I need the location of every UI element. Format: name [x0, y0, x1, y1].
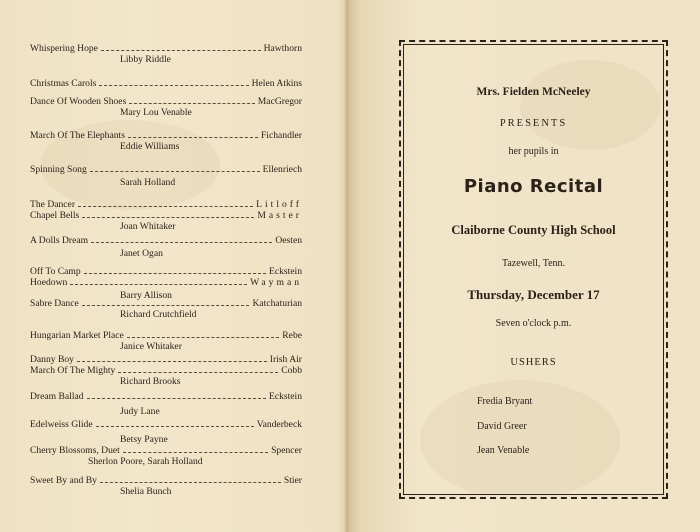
piece-title: Cherry Blossoms, Duet — [30, 445, 120, 456]
piece-composer: Fichandler — [260, 130, 302, 141]
usher-name: David Greer — [477, 421, 527, 432]
performer: Janet Ogan — [120, 248, 163, 259]
piece-composer: Eckstein — [268, 266, 302, 277]
performer: Janice Whitaker — [120, 341, 182, 352]
piece-title: Hungarian Market Place — [30, 330, 124, 341]
program-entry — [30, 130, 302, 152]
piece-title: Dance Of Wooden Shoes — [30, 96, 127, 107]
performer: Richard Brooks — [120, 376, 181, 387]
performer: Sherlon Poore, Sarah Holland — [88, 456, 203, 467]
ushers-heading: USHERS — [510, 357, 557, 368]
usher-name: Fredia Bryant — [477, 396, 533, 407]
program-entry — [30, 419, 302, 445]
performer: Judy Lane — [120, 406, 160, 417]
piece-title: A Dolls Dream — [30, 235, 89, 246]
program-entry — [30, 199, 302, 232]
performer: Shelia Bunch — [120, 486, 172, 497]
program-entry — [30, 235, 302, 259]
recital-title: Piano Recital — [463, 176, 604, 197]
piece-title: Sabre Dance — [30, 298, 79, 309]
piece-composer: Rebe — [282, 330, 302, 341]
program-entry — [30, 164, 302, 188]
program-entry — [30, 330, 302, 352]
performer: Richard Crutchfield — [120, 309, 197, 320]
program-entry — [30, 78, 302, 89]
piece-composer: Irish Air — [269, 354, 302, 365]
performer: Joan Whitaker — [120, 221, 176, 232]
piece-title: Sweet By and By — [30, 475, 97, 486]
recital-date: Thursday, December 17 — [467, 287, 600, 302]
piece-composer: MacGregor — [257, 96, 302, 107]
program-entry — [30, 391, 302, 417]
usher-name: Jean Venable — [477, 445, 530, 456]
performer: Betsy Payne — [120, 434, 168, 445]
piece-title: Christmas Carols — [30, 78, 97, 89]
cover-border — [399, 40, 668, 499]
piece-composer: Vanderbeck — [256, 419, 302, 430]
piece-title: Spinning Song — [30, 164, 87, 175]
piece-composer: Oesten — [275, 235, 302, 246]
piece-title: The Dancer — [30, 199, 76, 210]
pupils-text: her pupils in — [508, 146, 559, 157]
piece-composer: Katchaturian — [252, 298, 302, 309]
piece-title: Off To Camp — [30, 266, 81, 277]
program-entry — [30, 445, 302, 467]
program-entry — [30, 43, 302, 65]
performer: Mary Lou Venable — [120, 107, 192, 118]
performer: Sarah Holland — [120, 177, 176, 188]
performer: Barry Allison — [120, 290, 172, 301]
piece-title: Dream Ballad — [30, 391, 84, 402]
program-entry — [30, 298, 302, 320]
piece-title: Danny Boy — [30, 354, 74, 365]
piece-composer: Master — [257, 210, 302, 221]
program-entry — [30, 96, 302, 118]
piece-composer: Eckstein — [268, 391, 302, 402]
school-name: Claiborne County High School — [451, 223, 616, 237]
piece-composer: Helen Atkins — [251, 78, 302, 89]
program-entry — [30, 475, 302, 497]
piece-title: Edelweiss Glide — [30, 419, 93, 430]
piece-title: March Of The Mighty — [30, 365, 116, 376]
piece-title: March Of The Elephants — [30, 130, 125, 141]
location-text: Tazewell, Tenn. — [501, 258, 566, 269]
recital-time: Seven o'clock p.m. — [495, 318, 572, 329]
program-entry — [30, 354, 302, 387]
recital-host: Mrs. Fielden McNeeley — [476, 86, 591, 98]
piece-title: Chapel Bells — [30, 210, 80, 221]
piece-composer: Wayman — [250, 277, 302, 288]
piece-composer: Ellenriech — [262, 164, 302, 175]
piece-title: Whispering Hope — [30, 43, 98, 54]
piece-composer: Litloff — [256, 199, 302, 210]
presents-text: PRESENTS — [499, 118, 568, 129]
performer: Eddie Williams — [120, 141, 180, 152]
piece-composer: Spencer — [271, 445, 302, 456]
piece-composer: Stier — [283, 475, 302, 486]
piece-composer: Hawthorn — [263, 43, 302, 54]
piece-composer: Cobb — [281, 365, 302, 376]
program-entry — [30, 266, 302, 301]
piece-title: Hoedown — [30, 277, 68, 288]
performer: Libby Riddle — [120, 54, 171, 65]
center-fold — [344, 0, 350, 532]
